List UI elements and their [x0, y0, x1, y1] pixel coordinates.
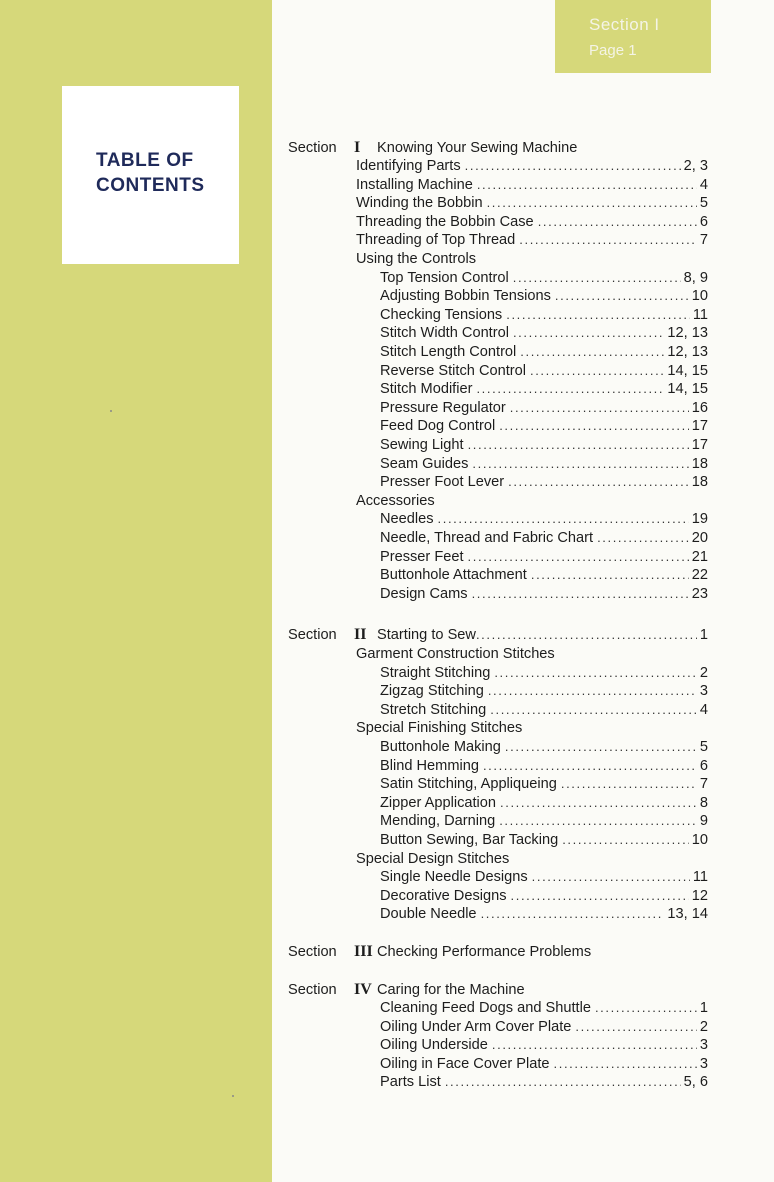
toc-title-line-1: TABLE OF	[96, 150, 194, 171]
toc-entry	[356, 194, 708, 213]
entry-text: Cleaning Feed Dogs and Shuttle	[380, 1000, 591, 1016]
entry-text: Parts List	[380, 1074, 441, 1091]
section-page-tab	[555, 0, 711, 73]
section-label: Section	[288, 944, 337, 960]
dot-leader	[481, 905, 665, 924]
section-title: Knowing Your Sewing Machine	[377, 140, 578, 156]
page-number: 6	[699, 757, 708, 774]
page-number: 8	[699, 794, 708, 811]
toc-entry	[380, 887, 708, 906]
dot-leader	[519, 231, 697, 250]
toc-entry	[380, 306, 708, 325]
page-number: 14, 15	[667, 362, 708, 379]
page-number: 5	[699, 739, 708, 755]
page-number: 4	[699, 176, 708, 193]
tab-page-label: Page 1	[589, 42, 637, 59]
entry-text: Stitch Modifier	[380, 381, 473, 398]
toc-entry	[380, 682, 708, 701]
entry-text: Presser Foot Lever	[380, 474, 505, 491]
section-title: Caring for the Machine	[377, 982, 525, 998]
entry-text: Buttonhole Attachment	[380, 567, 527, 584]
toc-subheading	[356, 850, 708, 869]
toc-entry	[356, 231, 708, 250]
page-number: 19	[691, 511, 708, 528]
page-number: 22	[691, 567, 708, 584]
section-label: Section	[288, 982, 337, 998]
page-number: 18	[691, 455, 708, 472]
toc-entry	[380, 548, 708, 567]
tab-section-label: Section I	[589, 15, 660, 34]
dot-leader	[513, 269, 681, 288]
page-number: 1	[699, 627, 708, 643]
toc-entry	[380, 287, 708, 306]
page-number: 2	[699, 1018, 708, 1035]
entry-text: Special Finishing Stitches	[356, 720, 523, 737]
toc-subheading	[356, 645, 708, 664]
section-title: Checking Performance Problems	[377, 944, 592, 960]
dot-leader	[445, 1073, 681, 1092]
dot-leader	[555, 287, 689, 306]
toc-entry	[380, 794, 708, 813]
toc-entry	[356, 157, 708, 176]
page-number: 17	[691, 437, 708, 453]
entry-text: Presser Feet	[380, 548, 464, 565]
toc-entry	[380, 1073, 708, 1092]
toc-entry	[380, 1055, 708, 1074]
entry-text: Checking Tensions	[380, 306, 503, 323]
entry-text: Feed Dog Control	[380, 418, 496, 435]
dot-leader	[532, 868, 690, 887]
page-number: 14, 15	[667, 381, 708, 398]
entry-text: Threading the Bobbin Case	[356, 213, 534, 230]
dot-leader	[531, 566, 689, 585]
page-number: 10	[691, 832, 708, 848]
dot-leader	[506, 306, 690, 325]
section-header	[288, 625, 708, 645]
entry-text: Garment Construction Stitches	[356, 646, 555, 662]
entry-text: Threading of Top Thread	[356, 232, 516, 249]
entry-text: Reverse Stitch Control	[380, 362, 526, 379]
entry-text: Adjusting Bobbin Tensions	[380, 288, 551, 305]
toc-entry	[380, 831, 708, 850]
page-number: 12, 13	[667, 325, 708, 342]
section-header	[288, 138, 708, 158]
print-speck	[110, 410, 112, 412]
dot-leader	[508, 473, 689, 492]
dot-leader	[499, 417, 689, 436]
toc-entry	[380, 455, 708, 474]
toc-entry	[380, 775, 708, 794]
dot-leader	[487, 194, 697, 213]
entry-text: Zigzag Stitching	[380, 683, 484, 700]
dot-leader	[477, 176, 697, 195]
page-number: 5, 6	[683, 1074, 708, 1091]
dot-leader	[476, 380, 664, 399]
dot-leader	[505, 738, 697, 757]
dot-leader	[597, 529, 689, 548]
page-number: 3	[699, 1037, 708, 1054]
toc-entry	[380, 757, 708, 776]
entry-text: Straight Stitching	[380, 664, 491, 681]
page-number: 16	[691, 399, 708, 416]
section-label: Section	[288, 140, 337, 156]
entry-text: Buttonhole Making	[380, 739, 501, 755]
toc-entry	[380, 738, 708, 757]
dot-leader	[595, 999, 697, 1018]
entry-text: Needle, Thread and Fabric Chart	[380, 530, 594, 546]
page-number: 20	[691, 530, 708, 546]
entry-text: Top Tension Control	[380, 269, 509, 286]
entry-text: Blind Hemming	[380, 757, 479, 774]
toc-entry	[380, 999, 708, 1018]
dot-leader	[500, 794, 697, 813]
entry-text: Single Needle Designs	[380, 869, 528, 886]
dot-leader	[575, 1018, 696, 1037]
toc-entry	[380, 868, 708, 887]
dot-leader	[488, 682, 697, 701]
page-number: 12	[691, 887, 708, 904]
dot-leader	[499, 812, 697, 831]
entry-text: Design Cams	[380, 585, 468, 602]
toc-entry	[380, 362, 708, 381]
page-number: 2	[699, 664, 708, 681]
page-number: 8, 9	[683, 269, 708, 286]
page-number: 6	[699, 213, 708, 230]
dot-leader	[438, 510, 689, 529]
page-number: 18	[691, 474, 708, 491]
page-number: 4	[699, 701, 708, 718]
entry-text: Needles	[380, 511, 434, 528]
dot-leader	[530, 362, 664, 381]
entry-text: Seam Guides	[380, 455, 469, 472]
entry-text: Stitch Length Control	[380, 344, 517, 360]
page-number: 3	[699, 683, 708, 700]
page-number: 5	[699, 195, 708, 212]
entry-text: Sewing Light	[380, 437, 464, 453]
dot-leader	[468, 548, 689, 567]
dot-leader	[511, 887, 689, 906]
section-title-row	[377, 625, 708, 645]
entry-text: Button Sewing, Bar Tacking	[380, 832, 559, 848]
entry-text: Accessories	[356, 492, 435, 509]
toc-entry	[380, 585, 708, 604]
toc-entry	[380, 812, 708, 831]
page-number: 23	[691, 585, 708, 602]
entry-text: Stitch Width Control	[380, 325, 509, 342]
entry-text: Oiling Underside	[380, 1037, 488, 1054]
entry-text: Zipper Application	[380, 794, 497, 811]
dot-leader	[520, 343, 664, 362]
page-number: 11	[692, 869, 708, 886]
dot-leader	[476, 625, 697, 645]
toc-title	[96, 148, 205, 198]
toc-title-line-2: CONTENTS	[96, 175, 205, 196]
page-number: 7	[699, 232, 708, 249]
dot-leader	[483, 757, 697, 776]
toc-entry	[380, 566, 708, 585]
dot-leader	[510, 399, 689, 418]
page-number: 9	[699, 813, 708, 830]
toc-entry	[380, 380, 708, 399]
dot-leader	[490, 701, 697, 720]
dot-leader	[562, 831, 689, 850]
entry-text: Double Needle	[380, 906, 477, 923]
toc-subheading	[356, 719, 708, 738]
entry-text: Satin Stitching, Appliqueing	[380, 776, 557, 793]
dot-leader	[492, 1036, 697, 1055]
section-header	[288, 980, 708, 1000]
page-number: 10	[691, 288, 708, 305]
toc-entry	[380, 510, 708, 529]
toc-subheading	[356, 250, 708, 269]
entry-text: Oiling in Face Cover Plate	[380, 1055, 550, 1072]
toc-entry	[380, 529, 708, 548]
toc-entry	[380, 436, 708, 455]
section-label: Section	[288, 627, 337, 643]
section-title: Starting to Sew	[377, 627, 476, 643]
dot-leader	[538, 213, 697, 232]
page-number: 3	[699, 1055, 708, 1072]
entry-text: Decorative Designs	[380, 887, 507, 904]
entry-text: Special Design Stitches	[356, 850, 510, 867]
entry-text: Winding the Bobbin	[356, 195, 483, 212]
toc-entry	[380, 1036, 708, 1055]
page-number: 12, 13	[667, 344, 708, 360]
page-number: 13, 14	[667, 906, 708, 923]
entry-text: Pressure Regulator	[380, 399, 506, 416]
page-number: 21	[691, 548, 708, 565]
toc-entry	[380, 1018, 708, 1037]
dot-leader	[468, 436, 689, 455]
toc-entry	[380, 905, 708, 924]
section-header	[288, 942, 708, 962]
entry-text: Installing Machine	[356, 176, 473, 193]
dot-leader	[472, 455, 688, 474]
print-speck	[232, 1095, 234, 1097]
dot-leader	[465, 157, 681, 176]
toc-entry	[380, 399, 708, 418]
dot-leader	[561, 775, 697, 794]
dot-leader	[513, 324, 664, 343]
toc-entry	[380, 664, 708, 683]
page-number: 11	[692, 306, 708, 323]
toc-entry	[380, 417, 708, 436]
section-number: I	[354, 139, 361, 156]
toc-entry	[380, 324, 708, 343]
toc-entry	[380, 473, 708, 492]
toc-entry	[356, 176, 708, 195]
page-number: 17	[691, 418, 708, 435]
section-number: III	[354, 943, 373, 960]
section-number: IV	[354, 981, 372, 998]
toc-entry	[380, 701, 708, 720]
section-number: II	[354, 626, 367, 643]
toc-entry	[380, 269, 708, 288]
toc-entry	[380, 343, 708, 362]
toc-subheading	[356, 492, 708, 511]
dot-leader	[554, 1055, 697, 1074]
entry-text: Mending, Darning	[380, 813, 496, 830]
entry-text: Identifying Parts	[356, 158, 461, 174]
page-number: 7	[699, 776, 708, 793]
dot-leader	[472, 585, 689, 604]
toc-title-box	[62, 86, 239, 264]
entry-text: Using the Controls	[356, 251, 477, 267]
toc-entry	[356, 213, 708, 232]
entry-text: Stretch Stitching	[380, 701, 487, 718]
page-number: 2, 3	[683, 158, 708, 174]
dot-leader	[494, 664, 697, 683]
entry-text: Oiling Under Arm Cover Plate	[380, 1018, 572, 1035]
page-number: 1	[699, 1000, 708, 1016]
